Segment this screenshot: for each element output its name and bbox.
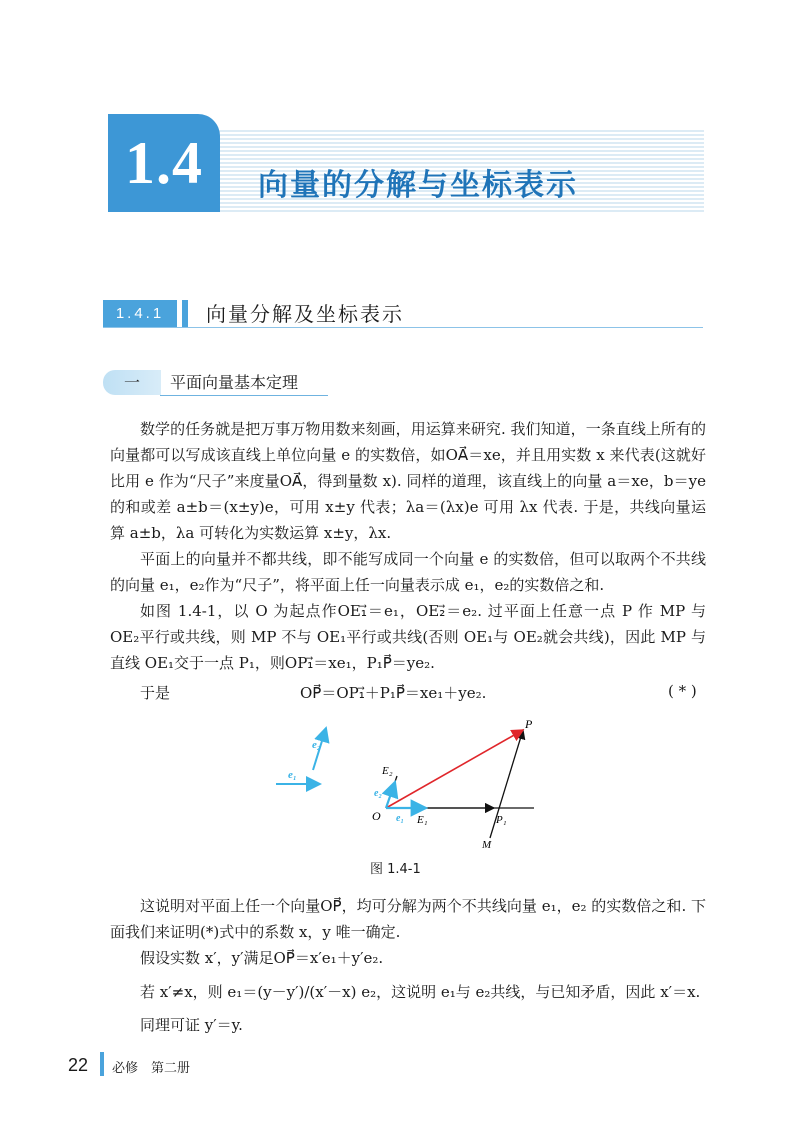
label-E1: E₁ xyxy=(417,814,428,826)
book-label: 必修 第二册 xyxy=(112,1061,191,1076)
formula-decomposition: OP⃗＝OP₁⃗＋P₁P⃗＝xe₁＋ye₂. xyxy=(300,684,487,702)
line-conclusion: 同理可证 y′＝y. xyxy=(140,1016,243,1034)
free-e1-label: e₁ xyxy=(288,769,297,781)
free-e2-label: e₂ xyxy=(312,739,321,751)
line-assumption: 假设实数 x′，y′满足OP⃗＝x′e₁＋y′e₂. xyxy=(140,949,384,967)
formula-prefix: 于是 xyxy=(140,684,171,702)
paragraph-4: 这说明对平面上任一个向量OP⃗，均可分解为两个不共线向量 e₁，e₂ 的实数倍之和. 下面我们来证明(*)式中的系数 x，y 唯一确定. xyxy=(110,897,706,941)
paragraph-2: 平面上的向量并不都共线，即不能写成同一个向量 e 的实数倍，但可以取两个不共线的向量 e₁，e₂作为“尺子”，将平面上任一向量表示成 e₁，e₂的实数倍之和. xyxy=(110,550,706,594)
label-O: O xyxy=(372,809,381,823)
section-title: 向量分解及坐标表示 xyxy=(206,302,404,326)
figure-caption: 图 1.4-1 xyxy=(370,862,421,877)
section-underline xyxy=(103,327,703,328)
paragraph-3: 如图 1.4-1，以 O 为起点作OE₁⃗＝e₁，OE₂⃗＝e₂. 过平面上任意一点 P 作 MP 与 OE₂平行或共线，则 MP 不与 OE₁平行或共线(否则 OE₁与 OE₂就会共线)，因此 MP 与直线 OE₁交于一点 P₁，则OP₁⃗＝xe₁，P₁P⃗＝ye₂. xyxy=(110,602,706,672)
section-number: 1.4.1 xyxy=(103,300,177,327)
formula-tag: ( * ) xyxy=(668,682,697,700)
label-M: M xyxy=(482,839,492,851)
label-P: P xyxy=(525,717,533,731)
line-contradiction: 若 x′≠x，则 e₁＝(y－y′)/(x′－x) e₂，这说明 e₁与 e₂共线，与已知矛盾，因此 x′＝x. xyxy=(140,983,701,1001)
label-E2: E₂ xyxy=(382,765,393,777)
subsection-underline xyxy=(160,395,328,396)
subsection-title: 平面向量基本定理 xyxy=(170,373,299,392)
footer-divider xyxy=(100,1052,104,1076)
page-number: 22 xyxy=(68,1055,89,1075)
subsection-badge: 一 xyxy=(103,370,161,395)
chapter-title: 向量的分解与坐标表示 xyxy=(258,168,578,203)
section-divider xyxy=(182,300,188,327)
label-e2: e₂ xyxy=(374,788,382,799)
chapter-number: 1.4 xyxy=(108,114,220,212)
label-e1: e₁ xyxy=(396,813,404,824)
label-P1: P₁ xyxy=(496,814,507,826)
paragraph-1: 数学的任务就是把万事万物用数来刻画，用运算来研究. 我们知道，一条直线上所有的向量都可以写成该直线上单位向量 e 的实数倍，如OA⃗＝xe，并且用实数 x 来代表(这就好比用 e 作为“尺子”来度量OA⃗，得到量数 x). 同样的道理，该直线上的向量 a＝xe，b＝ye 的和或差 a±b＝(x±y)e，可用 x±y 代表；λa＝(λx)e 可用 λx 代表. 于是，共线向量运算 a±b，λa 可转化为实数运算 x±y，λx. xyxy=(110,420,706,542)
figure-vector-decomposition xyxy=(260,712,560,854)
